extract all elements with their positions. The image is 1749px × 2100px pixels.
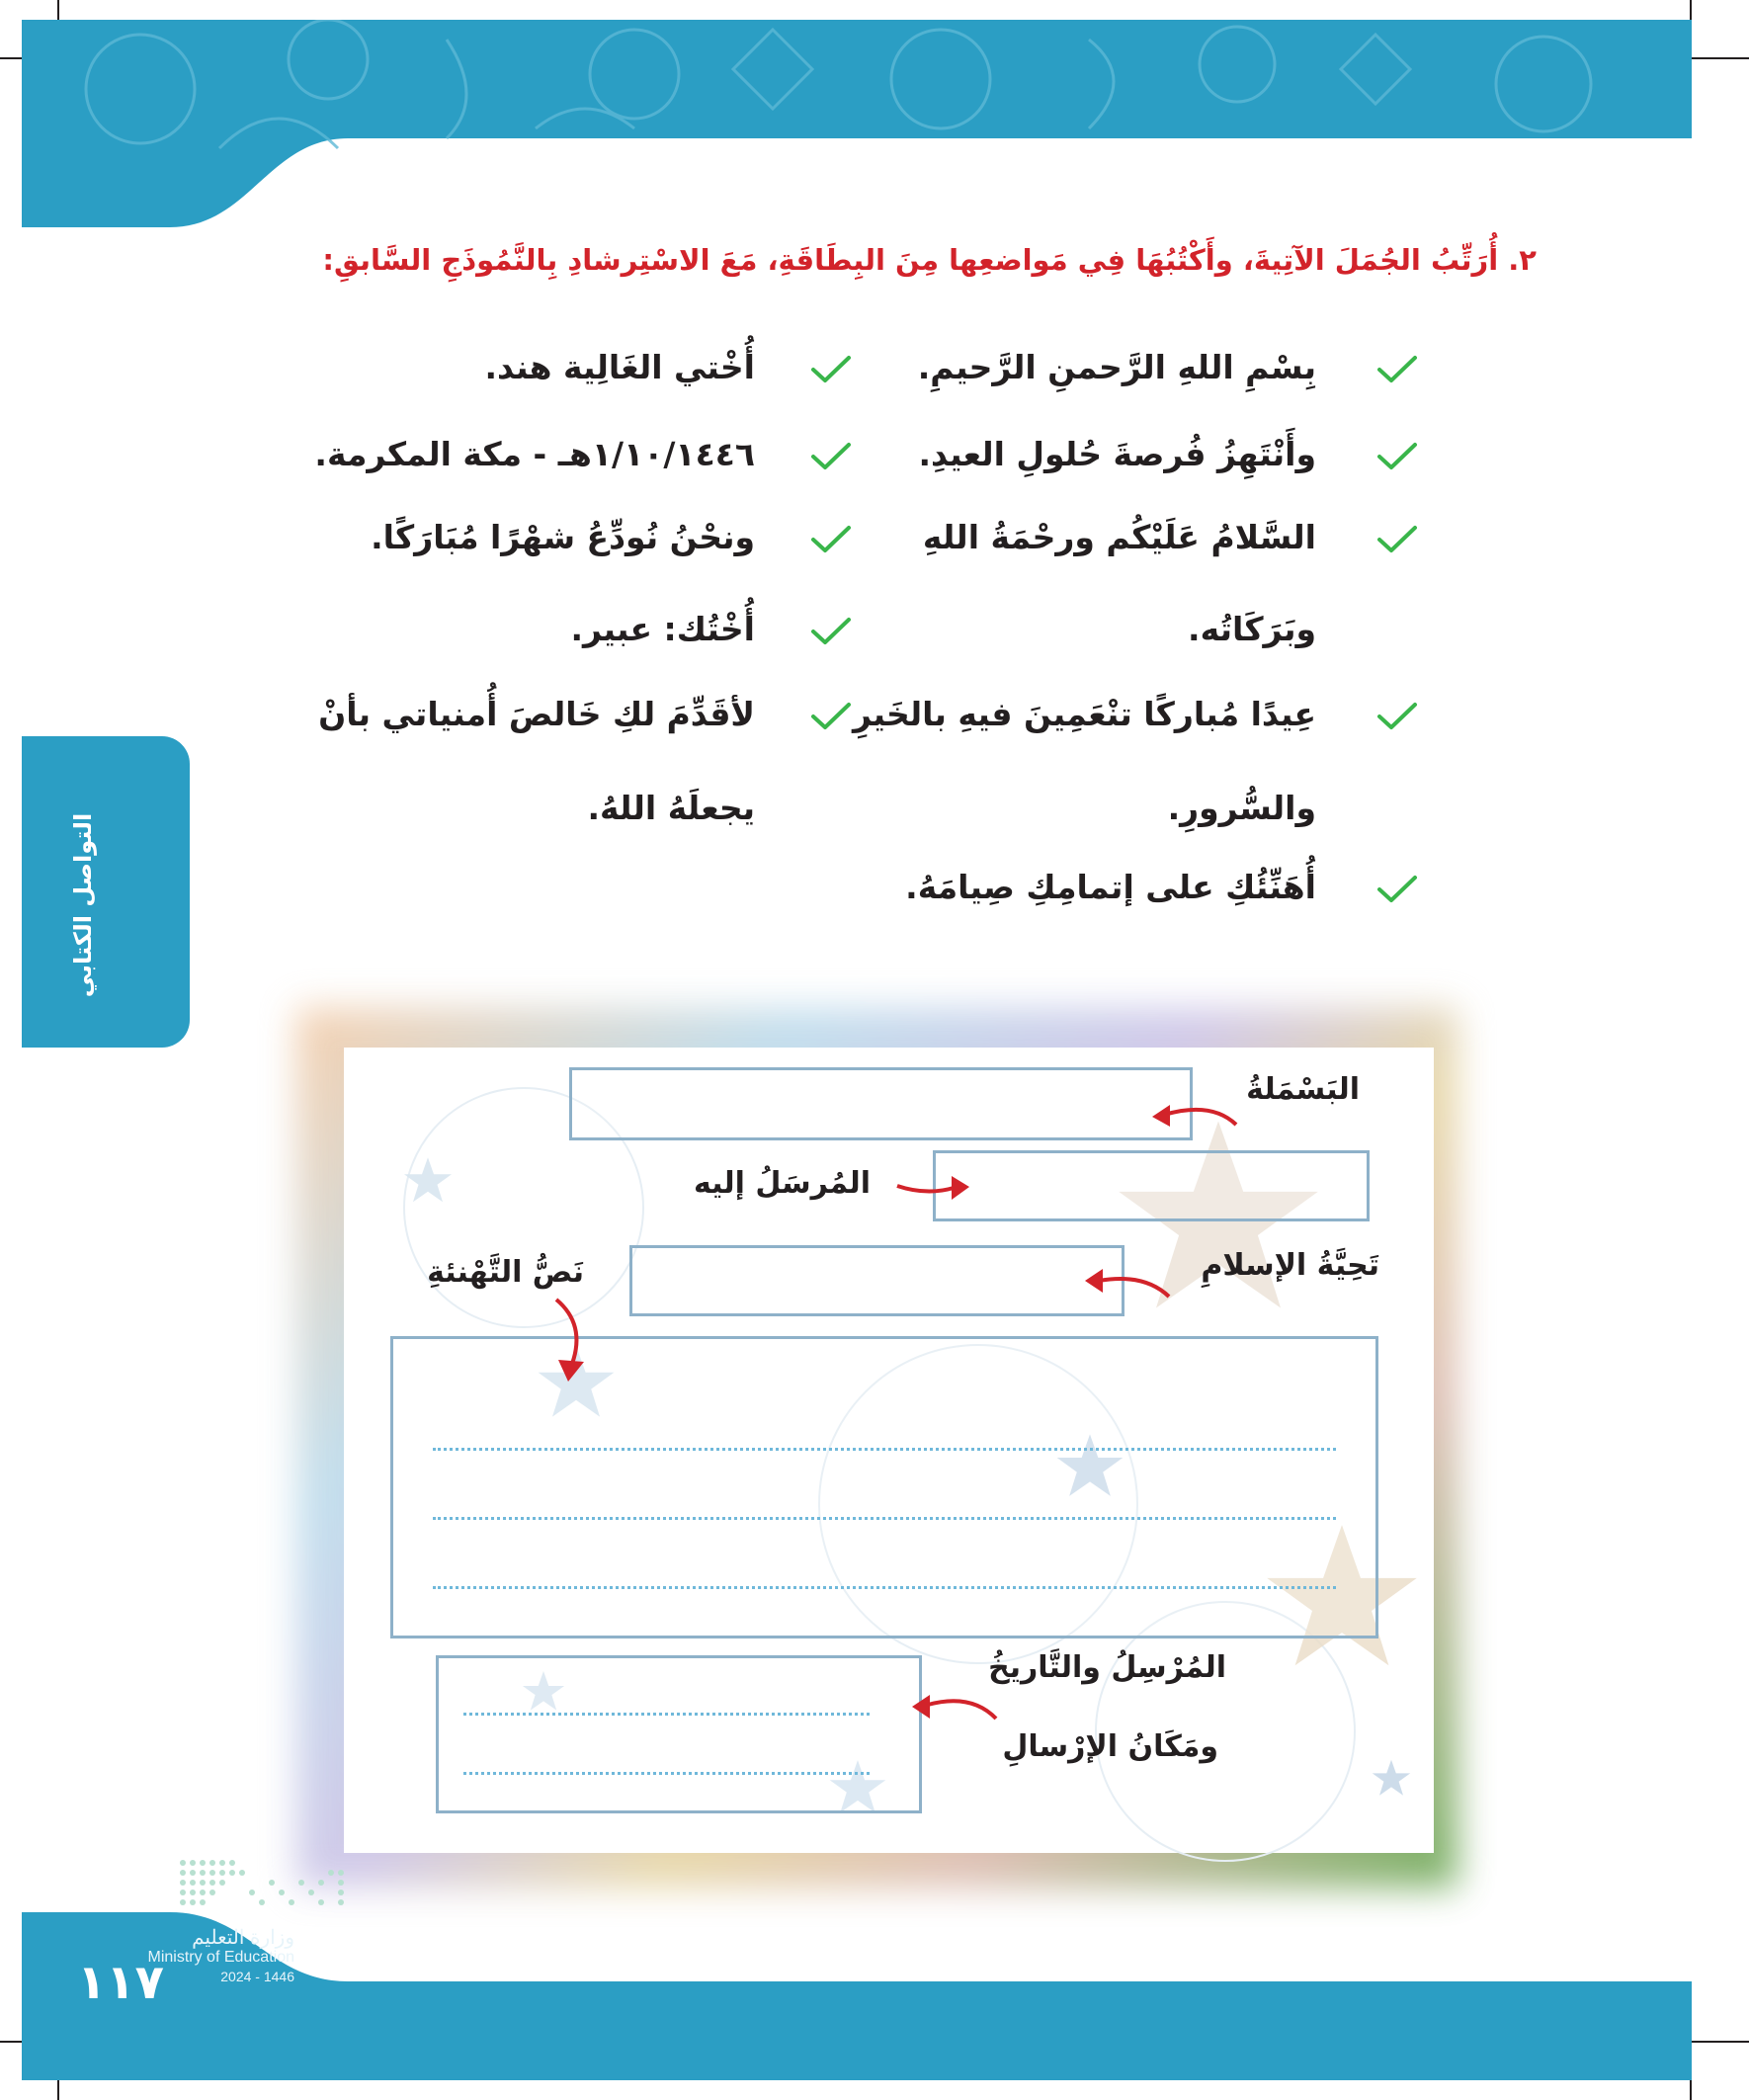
crop-mark [1690, 57, 1749, 59]
check-icon [810, 616, 852, 647]
arrow-icon [1152, 1095, 1241, 1134]
recipient-box[interactable] [933, 1150, 1370, 1221]
ministry-name-ar: وزارة التعليم [192, 1927, 294, 1949]
check-icon [1376, 874, 1418, 905]
check-icon [810, 441, 852, 472]
label-congratulation-text: نَصُّ التَّهْنئةِ [427, 1255, 584, 1290]
arrow-icon [546, 1295, 596, 1384]
sentence-item [918, 348, 1316, 387]
sentence-item [919, 435, 1316, 474]
check-icon [1376, 441, 1418, 472]
greeting-card [344, 1048, 1434, 1853]
dotted-line [433, 1517, 1336, 1520]
sentence-text: ١/١٠/١٤٤٦هـ - مكة المكرمة. [314, 435, 755, 473]
check-icon [1376, 701, 1418, 732]
check-icon [810, 701, 852, 732]
sentence-item [905, 868, 1316, 907]
sentence-text: والسُّرورِ. [1167, 789, 1316, 827]
sentence-item [588, 789, 756, 828]
congratulation-text-box[interactable] [390, 1336, 1378, 1638]
greeting-box[interactable] [629, 1245, 1124, 1316]
sentence-text: أُخْتُك: عبير. [570, 610, 755, 648]
dotted-line [463, 1713, 870, 1716]
dotted-line [433, 1586, 1336, 1589]
sender-date-box[interactable] [436, 1655, 922, 1813]
label-sender-date: المُرْسِلُ والتَّاريخُ [988, 1650, 1226, 1685]
arrow-icon [912, 1685, 1001, 1724]
check-icon [1376, 524, 1418, 555]
ministry-logo-icon [178, 1858, 351, 1917]
sentence-text: السَّلامُ عَلَيْكُم ورحْمَةُ اللهِ [922, 518, 1316, 556]
check-icon [810, 354, 852, 385]
header-band [22, 20, 1692, 227]
sentence-item [1168, 789, 1316, 828]
sentence-text: يجعلَهُ اللهُ. [587, 789, 755, 827]
sentence-text: وبَرَكَاتُه. [1188, 610, 1316, 648]
dotted-line [463, 1772, 870, 1775]
side-tab-label: التواصل الكتابي [69, 812, 97, 998]
label-greeting: تَحِيَّةُ الإسلامِ [1201, 1248, 1379, 1283]
sentence-item [853, 695, 1316, 734]
star-icon [403, 1156, 453, 1204]
star-icon [1372, 1759, 1411, 1797]
arrow-icon [892, 1170, 971, 1206]
check-icon [810, 524, 852, 555]
sentence-item [318, 695, 755, 734]
check-icon [1376, 354, 1418, 385]
label-sending-place: ومَكَانُ الإرْسالِ [1002, 1729, 1218, 1764]
sentence-text: أُهَنِّئُكِ على إتمامِكِ صِيامَهُ. [905, 868, 1316, 906]
ministry-name-en: Ministry of Education [147, 1949, 294, 1966]
sentence-text: لأقَدِّمَ لكِ خَالصَ أُمنياتي بأنْ [318, 695, 755, 733]
page-number: ١١٧ [77, 1955, 164, 2010]
sentence-item [371, 518, 755, 557]
sentence-text: وأَنْتَهِزُ فُرصةَ حُلولِ العيدِ. [918, 435, 1316, 473]
side-tab [22, 736, 190, 1048]
sentence-text: ونحْنُ نُودِّعُ شهْرًا مُبَارَكًا. [371, 518, 755, 556]
label-recipient: المُرسَلُ إليه [693, 1166, 871, 1201]
dotted-line [433, 1448, 1336, 1451]
exercise-instruction: ٢. أُرَتِّبُ الجُمَلَ الآتِيةَ، وأَكْتُبُهَا فِي مَواضعِها مِنَ البِطَاقَةِ، مَعَ الاسْتِرشادِ بِالنَّمُوذَجِ السَّابقِ: [322, 243, 1537, 277]
basmala-box[interactable] [569, 1067, 1193, 1140]
sentence-text: بِسْمِ اللهِ الرَّحمنِ الرَّحيمِ. [917, 348, 1316, 386]
label-basmala: البَسْمَلةُ [1246, 1072, 1360, 1107]
ministry-year: 2024 - 1446 [220, 1969, 294, 1984]
crop-mark [1690, 2041, 1749, 2043]
arrow-icon [1085, 1263, 1174, 1302]
sentence-item [1188, 610, 1316, 649]
sentence-item [923, 518, 1316, 557]
sentence-item [485, 348, 755, 387]
sentence-item [314, 435, 755, 474]
sentence-item [570, 610, 755, 649]
sentence-text: أُخْتي الغَالِية هند. [484, 348, 755, 386]
sentence-text: عِيدًا مُباركًا تنْعَمِينَ فيهِ بالخَيرِ [852, 695, 1316, 733]
